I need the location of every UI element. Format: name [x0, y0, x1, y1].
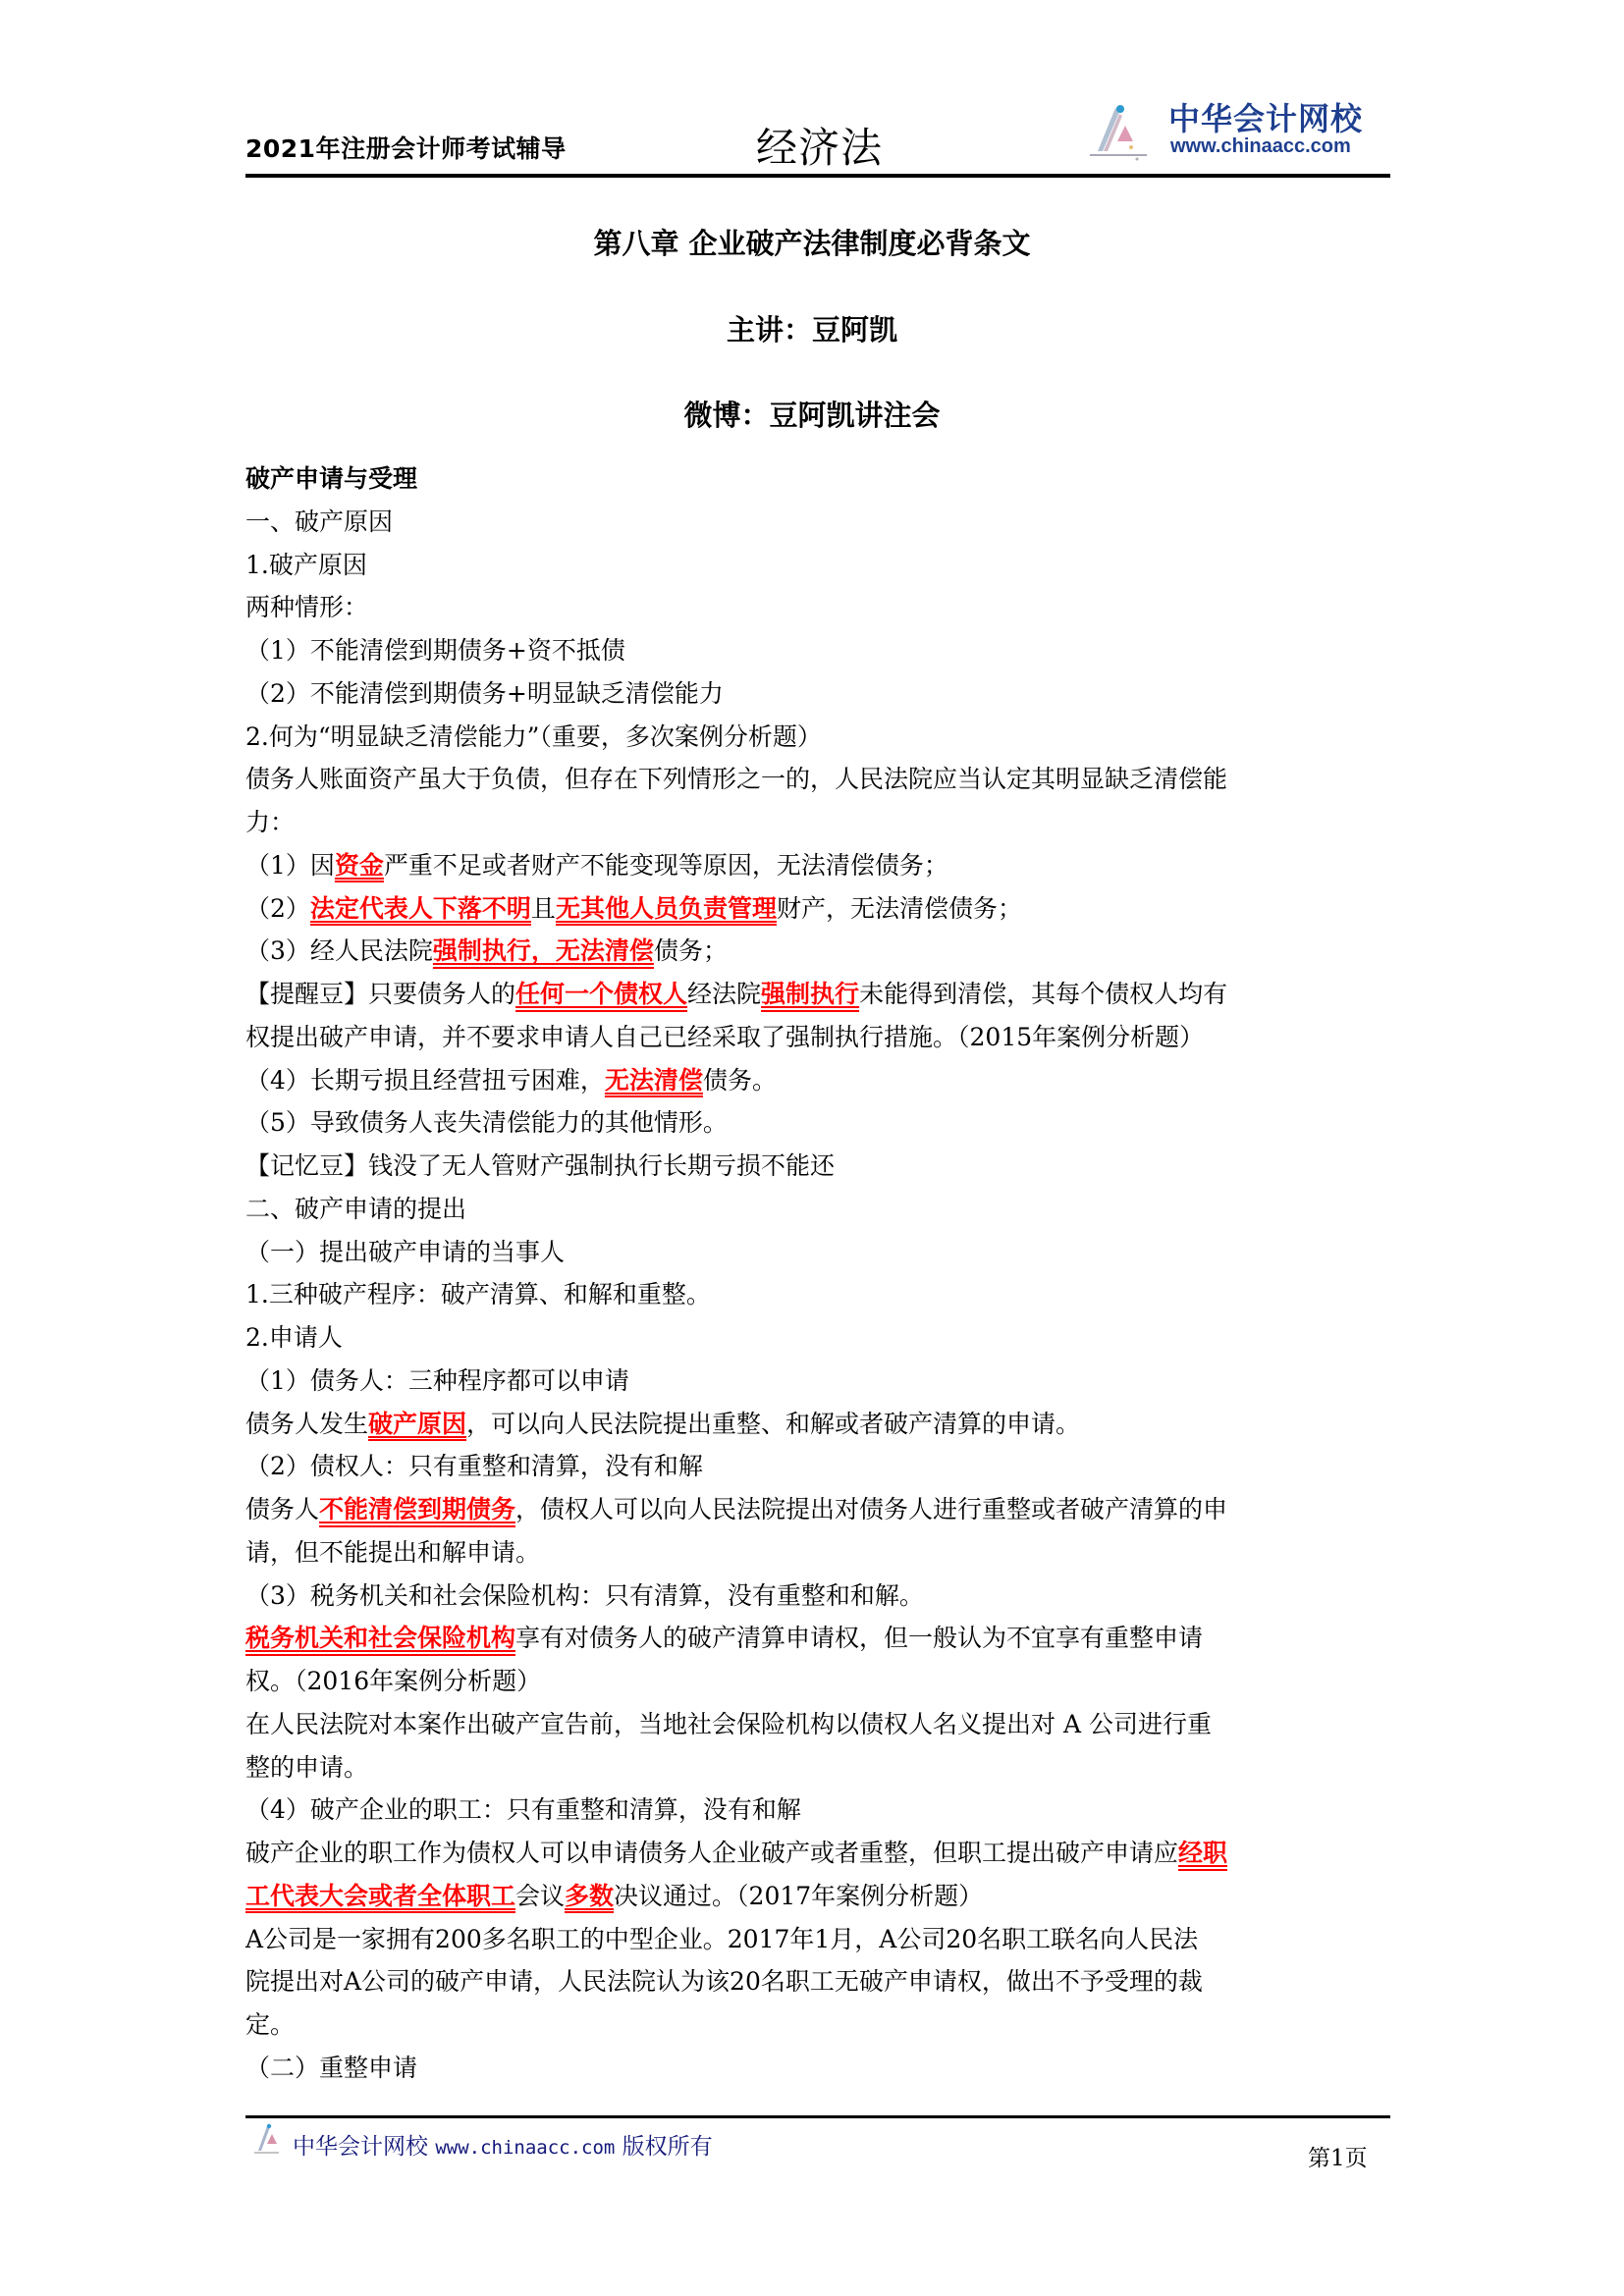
text-segment: ，债权人可以向人民法院提出对债务人进行重整或者破产清算的申 — [515, 1495, 1228, 1523]
text-line — [245, 1531, 1392, 1575]
text-segment: （4）破产企业的职工：只有重整和清算，没有和解 — [245, 1795, 801, 1825]
document-body — [245, 457, 1392, 2090]
text-line — [245, 716, 1392, 759]
text-line — [245, 887, 1392, 931]
chinaacc-triangle-logo-icon — [253, 2122, 287, 2156]
chinaacc-triangle-logo-icon — [1088, 100, 1157, 161]
text-segment: 决议通过。（2017年案例分析题） — [614, 1881, 984, 1910]
text-segment: 且 — [530, 893, 556, 923]
text-line — [245, 629, 1392, 672]
text-segment: 破产企业的职工作为债权人可以申请债务人企业破产或者重整，但职工提出破产申请应 — [245, 1839, 1179, 1867]
text-segment: 享有对债务人的破产清算申请权，但一般认为不宜享有重整申请 — [515, 1624, 1204, 1653]
text-line — [245, 1746, 1392, 1789]
text-segment: （5）导致债务人丧失清偿能力的其他情形。 — [245, 1108, 728, 1138]
text-line — [245, 844, 1392, 887]
text-line — [245, 1575, 1392, 1618]
highlighted-keyword: 多数 — [565, 1881, 615, 1910]
highlighted-keyword: 经职 — [1178, 1839, 1228, 1867]
text-line — [245, 1403, 1392, 1446]
text-line — [245, 1703, 1392, 1746]
text-line — [245, 1016, 1392, 1059]
text-segment: 破产申请与受理 — [245, 464, 418, 493]
text-line — [245, 1445, 1392, 1488]
text-line — [245, 930, 1392, 973]
text-segment: 两种情形： — [245, 593, 369, 622]
text-segment: 债务； — [653, 936, 728, 966]
text-segment: （二）重整申请 — [245, 2053, 418, 2082]
text-segment: 【记忆豆】钱没了无人管财产强制执行长期亏损不能还 — [245, 1151, 836, 1180]
text-line — [245, 1617, 1392, 1660]
text-segment: 债务。 — [702, 1065, 777, 1095]
text-segment: 二、破产申请的提出 — [245, 1194, 467, 1223]
text-segment: 一、破产原因 — [245, 507, 394, 536]
text-segment: （3）经人民法院 — [245, 936, 433, 966]
text-line — [245, 1273, 1392, 1316]
footer-brand: 中华会计网校 — [293, 2134, 428, 2160]
text-segment: 债务人 — [245, 1495, 320, 1523]
text-segment: 1.三种破产程序：破产清算、和解和重整。 — [245, 1280, 711, 1309]
text-segment: 力： — [245, 808, 296, 836]
highlighted-keyword: 任何一个债权人 — [515, 980, 688, 1008]
logo-brand-name: 中华会计网校 — [1168, 100, 1364, 137]
footer-divider — [245, 2115, 1390, 2118]
highlighted-keyword: 法定代表人下落不明 — [309, 893, 531, 923]
text-line — [245, 1488, 1392, 1531]
header-subject-title: 经济法 — [756, 124, 884, 172]
highlighted-keyword: 无其他人员负责管理 — [555, 893, 777, 923]
text-segment: 权。（2016年案例分析题） — [245, 1667, 542, 1695]
text-segment: 2.何为“明显缺乏清偿能力”（重要，多次案例分析题） — [245, 721, 822, 751]
weibo-line: 微博：豆阿凯讲注会 — [683, 399, 941, 432]
text-line — [245, 501, 1392, 544]
text-segment: （2）不能清偿到期债务+明显缺乏清偿能力 — [245, 678, 724, 708]
text-segment: （3）税务机关和社会保险机构：只有清算，没有重整和和解。 — [245, 1580, 924, 1610]
text-line — [245, 1660, 1392, 1703]
footer-rights: 版权所有 — [622, 2134, 713, 2160]
text-segment: 会议 — [515, 1881, 566, 1910]
text-segment: （一）提出破产申请的当事人 — [245, 1237, 566, 1266]
text-segment: 债务人账面资产虽大于负债，但存在下列情形之一的，人民法院应当认定其明显缺乏清偿能 — [245, 765, 1228, 794]
text-line — [245, 758, 1392, 801]
text-line — [245, 1789, 1392, 1832]
logo-url: www.chinaacc.com — [1170, 135, 1351, 157]
text-line — [245, 1101, 1392, 1145]
text-segment: 2.申请人 — [245, 1323, 343, 1352]
text-line — [245, 1059, 1392, 1102]
chapter-title: 第八章 企业破产法律制度必背条文 — [593, 227, 1031, 260]
page-number: 第1页 — [1308, 2146, 1368, 2171]
section-heading — [245, 457, 1392, 501]
text-line — [245, 672, 1392, 716]
text-line — [245, 544, 1392, 587]
text-segment: 严重不足或者财产不能变现等原因，无法清偿债务； — [383, 850, 948, 880]
highlighted-keyword: 工代表大会或者全体职工 — [245, 1881, 516, 1910]
text-segment: （4）长期亏损且经营扭亏困难， — [245, 1065, 605, 1095]
text-line — [245, 1231, 1392, 1274]
text-segment: 经法院 — [687, 980, 762, 1008]
text-line — [245, 2003, 1392, 2047]
text-segment: 未能得到清偿，其每个债权人均有 — [859, 980, 1228, 1008]
text-line — [245, 1188, 1392, 1231]
text-segment: A公司是一家拥有200多名职工的中型企业。2017年1月，A公司20名职工联名向人民法 — [245, 1924, 1199, 1953]
text-segment: （1）不能清偿到期债务+资不抵债 — [245, 636, 625, 665]
text-line — [245, 1960, 1392, 2003]
text-segment: 权提出破产申请，并不要求申请人自己已经采取了强制执行措施。（2015年案例分析题） — [245, 1022, 1205, 1051]
text-line — [245, 973, 1392, 1016]
text-segment: 债务人发生 — [245, 1409, 369, 1438]
text-segment: ，可以向人民法院提出重整、和解或者破产清算的申请。 — [466, 1409, 1081, 1438]
text-line — [245, 1316, 1392, 1360]
highlighted-keyword: 破产原因 — [368, 1409, 467, 1438]
text-segment: 在人民法院对本案作出破产宣告前，当地社会保险机构以债权人名义提出对 A 公司进行重 — [245, 1709, 1212, 1738]
text-segment: （2） — [245, 893, 310, 923]
highlighted-keyword: 税务机关和社会保险机构 — [245, 1624, 516, 1653]
highlighted-keyword: 不能清偿到期债务 — [319, 1495, 516, 1523]
text-line — [245, 1918, 1392, 1961]
text-line — [245, 1832, 1392, 1875]
text-segment: （2）债权人：只有重整和清算，没有和解 — [245, 1452, 703, 1481]
text-segment: （1）因 — [245, 850, 335, 880]
header-divider — [245, 174, 1390, 178]
text-segment: 院提出对A公司的破产申请，人民法院认为该20名职工无破产申请权，做出不予受理的裁 — [245, 1967, 1203, 1997]
highlighted-keyword: 强制执行，无法清偿 — [432, 936, 654, 966]
footer-url: www.chinaacc.com — [435, 2137, 616, 2159]
text-line — [245, 586, 1392, 629]
highlighted-keyword: 资金 — [334, 850, 384, 880]
header-course-title: 2021年注册会计师考试辅导 — [245, 134, 567, 163]
text-segment: 整的申请。 — [245, 1752, 369, 1782]
text-line — [245, 1145, 1392, 1188]
text-line — [245, 1360, 1392, 1403]
text-segment: 请，但不能提出和解申请。 — [245, 1537, 541, 1567]
text-segment: 定。 — [245, 2010, 296, 2039]
text-line — [245, 2047, 1392, 2090]
text-segment: （1）债务人：三种程序都可以申请 — [245, 1365, 629, 1395]
text-segment: 财产，无法清偿债务； — [776, 893, 1022, 923]
chinaacc-logo — [1088, 94, 1402, 165]
highlighted-keyword: 无法清偿 — [604, 1065, 703, 1095]
text-segment: 【提醒豆】只要债务人的 — [245, 980, 516, 1008]
highlighted-keyword: 强制执行 — [761, 980, 860, 1008]
text-line — [245, 1875, 1392, 1918]
text-segment: 1.破产原因 — [245, 550, 367, 579]
text-line — [245, 801, 1392, 844]
lecturer-line: 主讲：豆阿凯 — [726, 313, 897, 347]
